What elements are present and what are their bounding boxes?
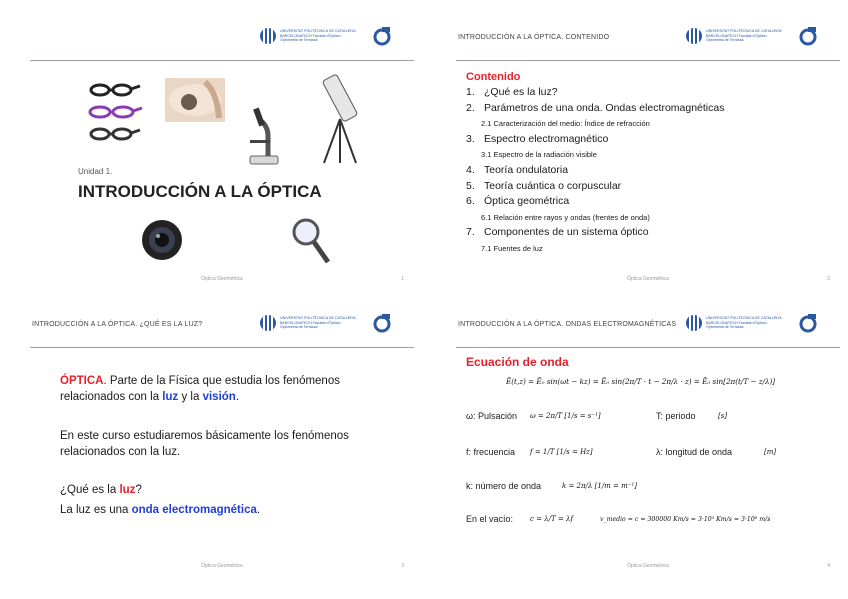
main-title: INTRODUCCIÓN A LA ÓPTICA xyxy=(78,182,322,201)
faculty-logo-icon xyxy=(372,313,392,333)
question-line xyxy=(60,482,400,498)
faculty-logo-icon xyxy=(798,26,818,46)
page-number: 3 xyxy=(401,563,404,569)
upc-logo-text: UNIVERSITAT POLITÈCNICA DE CATALUNYA BARCELONATECH Facultat d'Òptica i Optometria de Terrassa xyxy=(280,29,356,43)
unit-label: Unidad 1. xyxy=(78,167,113,176)
header-rule xyxy=(456,347,840,348)
page-number: 2 xyxy=(827,276,830,282)
upc-logo-text: UNIVERSITAT POLITÈCNICA DE CATALUNYA BARCELONATECH Facultat d'Òptica i Optometria de Terrassa xyxy=(706,316,782,330)
toc-item-number: 7. xyxy=(466,226,475,239)
wavelength-unit: [m] xyxy=(764,448,777,456)
header-rule xyxy=(30,347,414,348)
equation-title: Ecuación de onda xyxy=(466,355,569,369)
period-label: T: periodo xyxy=(656,411,696,421)
slide-2 xyxy=(448,18,848,288)
toc-item xyxy=(466,225,724,241)
toc-subitem: 7.1 Fuentes de luz xyxy=(481,243,543,253)
slide-footer: Óptica Geométrica xyxy=(627,563,669,569)
answer-period: . xyxy=(256,504,261,516)
question-text: ¿Qué es la xyxy=(60,484,120,496)
omega-label: ω: Pulsación xyxy=(466,411,518,421)
upc-globe-icon xyxy=(686,28,702,44)
toc-item xyxy=(466,132,724,148)
toc-item xyxy=(466,179,724,195)
microscope-image xyxy=(244,106,284,168)
upc-logo xyxy=(686,28,784,44)
toc-item-text: Espectro electromagnético xyxy=(484,132,609,145)
toc-item xyxy=(466,163,724,179)
period-unit: [s] xyxy=(718,412,728,420)
toc-item-number: 5. xyxy=(466,179,475,192)
optics-word: ÓPTICA xyxy=(60,375,104,387)
answer-text: La luz es una xyxy=(60,504,132,516)
upc-globe-icon xyxy=(260,28,276,44)
toc-item xyxy=(466,85,724,101)
faculty-logo-icon xyxy=(372,26,392,46)
wavenumber-label: k: número de onda xyxy=(466,481,542,491)
toc-item xyxy=(466,194,724,210)
light-word: luz xyxy=(162,391,179,403)
slide-footer: Óptica Geométrica xyxy=(627,276,669,282)
wavenumber-equation: k = 2π/λ [1/m = m⁻¹] xyxy=(562,482,637,490)
toc-item-number: 2. xyxy=(466,101,475,114)
toc-item-text: Parámetros de una onda. Ondas electromagnéticas xyxy=(484,101,725,114)
table-of-contents xyxy=(466,85,724,257)
answer-line xyxy=(60,502,400,518)
upc-globe-icon xyxy=(686,315,702,331)
slide-1 xyxy=(22,18,422,288)
upc-logo-text: UNIVERSITAT POLITÈCNICA DE CATALUNYA BARCELONATECH Facultat d'Òptica i Optometria de Terrassa xyxy=(706,29,782,43)
vision-word: visión xyxy=(202,391,236,403)
slide-4 xyxy=(448,305,848,575)
header-rule xyxy=(30,60,414,61)
slide-3 xyxy=(22,305,422,575)
vacuum-equation-c: c = λ/T = λf xyxy=(530,515,574,523)
faculty-logo-icon xyxy=(798,313,818,333)
frequency-label: f: frecuencia xyxy=(466,447,516,457)
vacuum-equation-speed: v_medio = c = 300000 Km/s = 3·10⁵ Km/s = 3·10⁸ m/s xyxy=(600,516,771,523)
slide-footer: Óptica Geométrica xyxy=(201,563,243,569)
wavelength-label: λ: longitud de onda xyxy=(656,447,733,457)
slide-header: INTRODUCCIÓN A LA ÓPTICA. ¿QUÉ ES LA LUZ? xyxy=(32,321,203,328)
light-question-word: luz xyxy=(119,484,136,496)
toc-item-text: ¿Qué es la luz? xyxy=(484,86,558,98)
contents-title: Contenido xyxy=(466,71,521,83)
glasses-image xyxy=(84,80,144,146)
toc-item-number: 6. xyxy=(466,195,475,208)
upc-logo xyxy=(260,28,358,44)
toc-item xyxy=(466,101,724,117)
wave-equation: Ē(t,z) = Ē₀ sin(ωt − kz) = Ē₀ sin(2π/T · t − 2π/λ · z) = Ē₀ sin[2π(t/T − z/λ)] xyxy=(506,377,776,386)
omega-equation: ω = 2π/T [1/s = s⁻¹] xyxy=(530,412,601,420)
toc-item-number: 3. xyxy=(466,132,475,145)
slide-header: INTRODUCCIÓN A LA ÓPTICA. CONTENIDO xyxy=(458,34,610,41)
toc-item-text: Óptica geométrica xyxy=(484,195,570,208)
course-scope: En este curso estudiaremos básicamente los fenómenos relacionados con la luz. xyxy=(60,430,349,458)
toc-item-number: 4. xyxy=(466,163,475,176)
toc-subitem: 2.1 Caracterización del medio: Índice de refracción xyxy=(481,119,650,129)
definition-text: . Parte de la Física que estudia los fenómenos relacionados con la xyxy=(60,375,340,403)
upc-logo xyxy=(260,315,358,331)
camera-lens-image xyxy=(140,218,184,262)
conjunction-text: y la xyxy=(178,391,203,403)
contact-lens-image xyxy=(165,78,225,122)
optics-definition xyxy=(60,373,400,405)
page-number: 1 xyxy=(401,276,404,282)
toc-item-text: Teoría cuántica o corpuscular xyxy=(484,179,622,192)
toc-subitem: 6.1 Relación entre rayos y ondas (frentes de onda) xyxy=(481,212,650,222)
upc-logo xyxy=(686,315,784,331)
slide-footer: Óptica Geométrica xyxy=(201,276,243,282)
question-mark: ? xyxy=(135,484,142,496)
toc-item-text: Componentes de un sistema óptico xyxy=(484,226,649,239)
vacuum-label: En el vacío: xyxy=(466,514,514,524)
toc-subitem: 3.1 Espectro de la radiación visible xyxy=(481,150,597,160)
em-wave-word: onda electromagnética xyxy=(131,504,257,516)
toc-item-text: Teoría ondulatoria xyxy=(484,163,569,176)
upc-globe-icon xyxy=(260,315,276,331)
telescope-image xyxy=(312,73,372,165)
magnifying-glass-image xyxy=(288,216,332,266)
page-number: 4 xyxy=(827,563,830,569)
frequency-equation: f = 1/T [1/s = Hz] xyxy=(530,448,593,456)
toc-item-number: 1. xyxy=(466,86,475,98)
period-text: . xyxy=(235,391,240,403)
slide-header: INTRODUCCIÓN A LA ÓPTICA. ONDAS ELECTROMAGNÉTICAS xyxy=(458,321,677,328)
header-rule xyxy=(456,60,840,61)
upc-logo-text: UNIVERSITAT POLITÈCNICA DE CATALUNYA BARCELONATECH Facultat d'Òptica i Optometria de Terrassa xyxy=(280,316,356,330)
